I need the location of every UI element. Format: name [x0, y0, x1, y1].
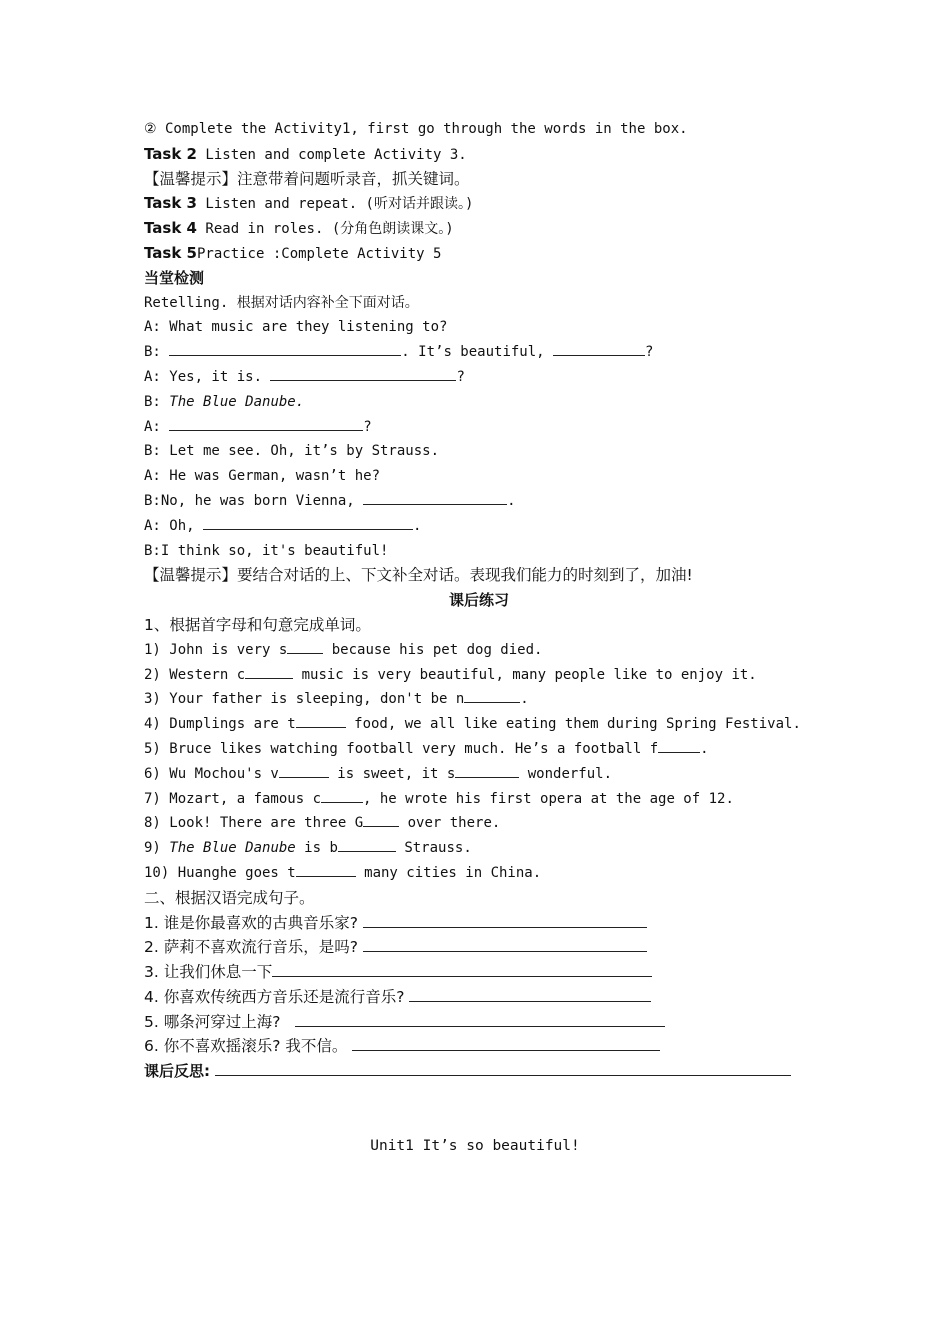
exercise-item	[144, 762, 814, 787]
translation-text: 2. 萨莉不喜欢流行音乐，是吗?	[144, 938, 358, 957]
dialogue-text: ?	[456, 368, 465, 385]
answer-blank[interactable]	[464, 688, 520, 703]
exercise-item	[144, 663, 814, 688]
dialogue-line	[144, 464, 814, 489]
dialogue-text: B:No, he was born Vienna,	[144, 492, 364, 509]
answer-blank[interactable]	[409, 987, 651, 1002]
answer-blank[interactable]	[363, 913, 647, 928]
answer-blank[interactable]	[169, 341, 401, 356]
answer-blank[interactable]	[338, 837, 396, 852]
answer-blank[interactable]	[455, 763, 519, 778]
dialogue-line	[144, 390, 814, 415]
answer-blank[interactable]	[363, 490, 507, 505]
section-heading-homework: 课后练习	[448, 591, 509, 610]
exercise-item	[144, 737, 814, 762]
answer-blank[interactable]	[296, 713, 346, 728]
tip-text: 【温馨提示】注意带着问题听录音，抓关键词。	[144, 169, 470, 188]
intro-line-1	[144, 117, 814, 142]
dialogue-line	[144, 539, 814, 564]
dialogue-line	[144, 489, 814, 514]
exercise-text: Strauss.	[395, 840, 472, 857]
answer-blank[interactable]	[553, 341, 645, 356]
exercise-text: because his pet dog died.	[323, 641, 543, 658]
exercise-text: 9)	[144, 840, 170, 857]
dialogue-text: B:I think so, it's beautiful!	[144, 542, 389, 559]
dialogue-text: B:	[144, 344, 170, 361]
dialogue-line	[144, 415, 814, 440]
answer-blank[interactable]	[363, 937, 647, 952]
tip-text: 【温馨提示】要结合对话的上、下文补全对话。表现我们能力的时刻到了，加油!	[144, 566, 693, 585]
exercise-text: 10) Huanghe goes t	[144, 864, 296, 881]
exercise-text: 4) Dumplings are t	[144, 716, 296, 733]
dialogue-text: A: He was German, wasn’t he?	[144, 468, 381, 485]
intro-line-3	[144, 167, 814, 192]
dialogue-text: A: Oh,	[144, 517, 204, 534]
exercise-item	[144, 811, 814, 836]
reflection-line	[144, 1059, 814, 1084]
dialogue-text: .	[413, 517, 422, 534]
dialogue-line	[144, 340, 814, 365]
answer-blank[interactable]	[658, 738, 700, 753]
intro-line-6	[144, 241, 814, 266]
answer-blank[interactable]	[296, 862, 356, 877]
exercise-text: .	[700, 740, 709, 757]
intro-line-5	[144, 216, 814, 241]
answer-blank[interactable]	[245, 664, 293, 679]
exercise-text: 1) John is very s	[144, 641, 288, 658]
intro-text: Listen and repeat. (听对话并跟读。)	[196, 196, 474, 213]
task-label: Task 3	[144, 194, 197, 213]
worksheet-page	[144, 117, 814, 1084]
song-title: The Blue Danube.	[169, 393, 305, 410]
exercise-text: is sweet, it s	[328, 765, 456, 782]
intro-line-2	[144, 142, 814, 167]
answer-blank[interactable]	[295, 1012, 665, 1027]
intro-text: Read in roles. (分角色朗读课文。)	[196, 221, 454, 238]
retelling-instruction: Retelling. 根据对话内容补全下面对话。	[144, 294, 419, 311]
part2-title: 二、根据汉语完成句子。	[144, 888, 315, 907]
exercise-text: wonderful.	[519, 765, 613, 782]
exercise-text: 3) Your father is sleeping, don't be n	[144, 691, 465, 708]
exercise-text: over there.	[399, 815, 501, 832]
intro-text: Practice :Complete Activity 5	[196, 245, 442, 262]
intro-line-4	[144, 191, 814, 216]
translation-item	[144, 960, 814, 985]
page-footer: Unit1 It’s so beautiful!	[370, 1138, 580, 1154]
dialogue-line	[144, 365, 814, 390]
exercise-text: 8) Look! There are three G	[144, 815, 364, 832]
translation-text: 5. 哪条河穿过上海?	[144, 1012, 281, 1031]
reflection-blank[interactable]	[215, 1061, 791, 1076]
exercise-text: , he wrote his first opera at the age of 12.	[363, 790, 734, 807]
exercise-item	[144, 638, 814, 663]
exercise-text: music is very beautiful, many people like to enjoy it.	[293, 666, 757, 683]
exercise-text: is b	[295, 840, 338, 857]
task-label: Task 5	[144, 243, 197, 262]
answer-blank[interactable]	[272, 962, 652, 977]
answer-blank[interactable]	[321, 788, 363, 803]
intro-text: Listen and complete Activity 3.	[196, 146, 467, 163]
exercise-item	[144, 787, 814, 812]
reflection-label: 课后反思:	[144, 1062, 210, 1081]
exercise-item	[144, 712, 814, 737]
dialogue-text: . It’s beautiful,	[401, 344, 554, 361]
exercise-item	[144, 836, 814, 861]
translation-item	[144, 985, 814, 1010]
exercise-text: many cities in China.	[355, 864, 542, 881]
dialogue-line	[144, 514, 814, 539]
translation-item	[144, 935, 814, 960]
section-heading-check: 当堂检测	[144, 268, 205, 287]
answer-blank[interactable]	[270, 366, 456, 381]
translation-text: 4. 你喜欢传统西方音乐还是流行音乐?	[144, 987, 405, 1006]
part1-title: 1、根据首字母和句意完成单词。	[144, 615, 371, 634]
translation-text: 1. 谁是你最喜欢的古典音乐家?	[144, 913, 358, 932]
dialogue-text: A: What music are they listening to?	[144, 319, 448, 336]
intro-text: ② Complete the Activity1, first go through the words in the box.	[144, 121, 688, 137]
dialogue-line	[144, 315, 814, 340]
dialogue-text: ?	[645, 344, 654, 361]
answer-blank[interactable]	[363, 812, 399, 827]
dialogue-text: A:	[144, 418, 170, 435]
exercise-text: .	[520, 691, 529, 708]
dialogue-text: B:	[144, 393, 170, 410]
answer-blank[interactable]	[203, 515, 413, 530]
answer-blank[interactable]	[287, 639, 323, 654]
exercise-text: food, we all like eating them during Spring Festival.	[345, 716, 801, 733]
exercise-text: 5) Bruce likes watching football very much. He’s a football f	[144, 740, 659, 757]
task-label: Task 4	[144, 219, 197, 238]
exercise-text: 6) Wu Mochou's v	[144, 765, 279, 782]
translation-item	[144, 911, 814, 936]
task-label: Task 2	[144, 144, 197, 163]
song-title: The Blue Danube	[169, 840, 296, 857]
exercise-item	[144, 861, 814, 886]
dialogue-text: A: Yes, it is.	[144, 368, 271, 385]
translation-text: 3. 让我们休息一下	[144, 963, 273, 982]
exercise-text: 7) Mozart, a famous c	[144, 790, 322, 807]
translation-item	[144, 1034, 814, 1059]
translation-text: 6. 你不喜欢摇滚乐? 我不信。	[144, 1037, 348, 1056]
dialogue-line	[144, 439, 814, 464]
dialogue-text: .	[507, 492, 516, 509]
exercise-item	[144, 687, 814, 712]
answer-blank[interactable]	[352, 1036, 660, 1051]
answer-blank[interactable]	[169, 416, 363, 431]
dialogue-text: ?	[363, 418, 372, 435]
dialogue-text: B: Let me see. Oh, it’s by Strauss.	[144, 443, 440, 460]
exercise-text: 2) Western c	[144, 666, 246, 683]
translation-item	[144, 1010, 814, 1035]
answer-blank[interactable]	[279, 763, 329, 778]
